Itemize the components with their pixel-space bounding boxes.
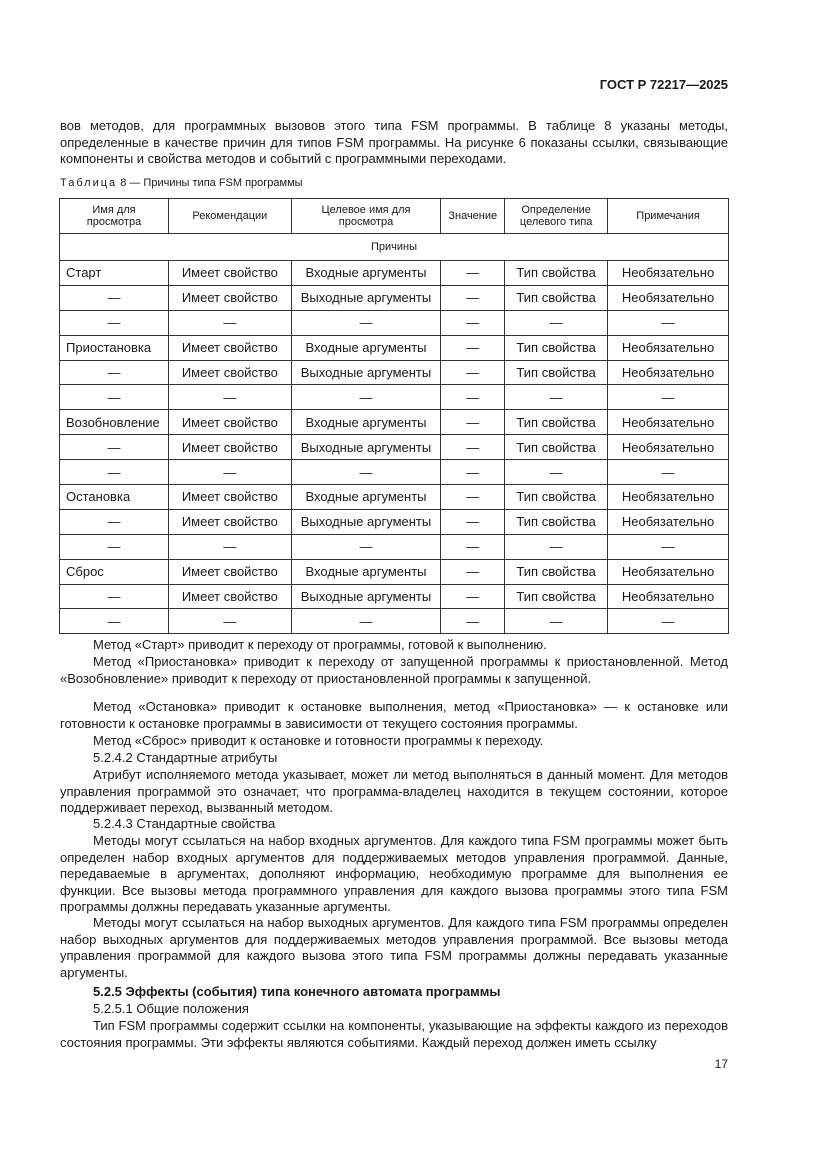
table-cell: Возобновление <box>60 410 169 435</box>
table-cell: Необязательно <box>608 261 729 286</box>
table-cell: Тип свойства <box>505 335 608 360</box>
table-caption-prefix: Таблица <box>60 177 118 189</box>
table-cell: Входные аргументы <box>291 410 441 435</box>
table-cell: — <box>505 534 608 559</box>
table-row <box>60 310 729 335</box>
page-number: 17 <box>714 1057 728 1071</box>
col-header-display-name: Имя для просмотра <box>60 199 169 234</box>
table-cell: Необязательно <box>608 410 729 435</box>
table-cell: — <box>60 460 169 485</box>
table-cell: — <box>441 310 505 335</box>
col-header-target-type: Определение целевого типа <box>505 199 608 234</box>
table-row <box>60 335 729 360</box>
table-cell: Тип свойства <box>505 509 608 534</box>
table-cell: Тип свойства <box>505 410 608 435</box>
table-row <box>60 584 729 609</box>
table-cell: — <box>441 460 505 485</box>
table-row <box>60 460 729 485</box>
table-cell: Необязательно <box>608 435 729 460</box>
table-cell: Необязательно <box>608 584 729 609</box>
table-cell: Выходные аргументы <box>291 360 441 385</box>
reasons-table <box>59 198 729 634</box>
table-cell: Тип свойства <box>505 435 608 460</box>
table-cell: Тип свойства <box>505 261 608 286</box>
table-row <box>60 534 729 559</box>
document-id: ГОСТ Р 72217—2025 <box>599 77 728 92</box>
table-cell: Тип свойства <box>505 485 608 510</box>
table-cell: Необязательно <box>608 335 729 360</box>
table-cell: — <box>60 584 169 609</box>
body-paragraph-4: Метод «Сброс» приводит к остановке и готовности программы к переходу. <box>93 733 544 748</box>
table-cell: Выходные аргументы <box>291 435 441 460</box>
table-cell: — <box>60 534 169 559</box>
table-cell: — <box>441 534 505 559</box>
table-cell: — <box>441 509 505 534</box>
table-cell: Выходные аргументы <box>291 509 441 534</box>
table-cell: Необязательно <box>608 485 729 510</box>
table-cell: — <box>60 310 169 335</box>
table-cell: — <box>291 385 441 410</box>
table-cell: — <box>441 335 505 360</box>
table-cell: — <box>60 360 169 385</box>
table-cell: — <box>60 509 169 534</box>
table-cell: — <box>168 310 291 335</box>
section-label: Причины <box>60 234 729 261</box>
table-row <box>60 285 729 310</box>
table-cell: — <box>608 310 729 335</box>
table-cell: — <box>291 534 441 559</box>
table-cell: Имеет свойство <box>168 261 291 286</box>
table-row <box>60 559 729 584</box>
table-row <box>60 435 729 460</box>
table-cell: — <box>608 609 729 634</box>
table-cell: Имеет свойство <box>168 335 291 360</box>
table-cell: Тип свойства <box>505 584 608 609</box>
table-cell: — <box>441 584 505 609</box>
table-row <box>60 609 729 634</box>
table-cell: — <box>60 609 169 634</box>
table-header-row <box>60 199 729 234</box>
table-cell: Входные аргументы <box>291 261 441 286</box>
table-cell: Сброс <box>60 559 169 584</box>
section-heading-5-2-5: 5.2.5 Эффекты (события) типа конечного автомата программы <box>93 984 501 999</box>
table-cell: Выходные аргументы <box>291 285 441 310</box>
table-cell: Необязательно <box>608 509 729 534</box>
table-cell: Имеет свойство <box>168 435 291 460</box>
table-cell: Приостановка <box>60 335 169 360</box>
table-cell: Имеет свойство <box>168 410 291 435</box>
body-paragraph-8: Тип FSM программы содержит ссылки на компоненты, указывающие на эффекты каждого из переходов состояния программы. Эти эффекты являются событиями. Каждый переход должен иметь ссылку <box>60 1018 728 1050</box>
col-header-recommendations: Рекомендации <box>168 199 291 234</box>
col-header-value: Значение <box>441 199 505 234</box>
table-row <box>60 410 729 435</box>
table-cell: — <box>441 385 505 410</box>
col-header-target-name: Целевое имя для просмотра <box>291 199 441 234</box>
body-paragraph-2: Метод «Приостановка» приводит к переходу от запущенной программы к приостановленной. Метод «Возобновление» приводит к переходу от приостановленной программы к запущенной. <box>60 654 728 686</box>
table-caption <box>60 177 303 189</box>
table-cell: Имеет свойство <box>168 485 291 510</box>
table-row <box>60 385 729 410</box>
table-cell: — <box>441 360 505 385</box>
intro-paragraph: вов методов, для программных вызовов этого типа FSM программы. В таблице 8 указаны методы, определенные в качестве причин для типов FSM программы. На рисунке 6 показаны ссылки, связывающие компоненты и свойства методов и событий с программными переходами. <box>60 118 728 166</box>
table-cell: — <box>441 435 505 460</box>
col-header-notes: Примечания <box>608 199 729 234</box>
table-cell: — <box>168 534 291 559</box>
table-cell: Необязательно <box>608 360 729 385</box>
table-cell: — <box>168 609 291 634</box>
table-cell: — <box>608 385 729 410</box>
table-body <box>60 234 729 634</box>
table-cell: — <box>441 485 505 510</box>
table-cell: — <box>505 609 608 634</box>
table-cell: — <box>441 559 505 584</box>
table-cell: Имеет свойство <box>168 584 291 609</box>
table-caption-text: 8 — Причины типа FSM программы <box>117 177 303 189</box>
table-cell: — <box>291 310 441 335</box>
table-cell: Имеет свойство <box>168 360 291 385</box>
table-cell: — <box>60 385 169 410</box>
table-cell: Входные аргументы <box>291 335 441 360</box>
table-cell: — <box>60 285 169 310</box>
body-paragraph-5: Атрибут исполняемого метода указывает, может ли метод выполняться в данный момент. Для методов управления программой это означает, что программа-владелец находится в текущем состоянии, которое поддерживает переход, вызванный методом. <box>60 767 728 815</box>
body-paragraph-3: Метод «Остановка» приводит к остановке выполнения, метод «Приостановка» — к остановке или готовности к остановке программы в зависимости от текущего состояния программы. <box>60 699 728 731</box>
table-section-row <box>60 234 729 261</box>
table-cell: — <box>441 261 505 286</box>
table-cell: — <box>168 385 291 410</box>
body-paragraph-7: Методы могут ссылаться на набор выходных аргументов. Для каждого типа FSM программы определен набор выходных аргументов для поддерживаемых методов управления программой. Все вызовы метода управления программой для каждого вызова этого типа FSM программы должны передавать указанные аргументы. <box>60 915 728 980</box>
table-cell: Имеет свойство <box>168 559 291 584</box>
table-cell: Необязательно <box>608 285 729 310</box>
table-cell: — <box>291 460 441 485</box>
table-row <box>60 509 729 534</box>
table-cell: Имеет свойство <box>168 285 291 310</box>
body-paragraph-1: Метод «Старт» приводит к переходу от программы, готовой к выполнению. <box>93 637 547 652</box>
table-cell: — <box>505 385 608 410</box>
section-heading-5-2-4-3: 5.2.4.3 Стандартные свойства <box>93 816 276 831</box>
table-cell: — <box>441 609 505 634</box>
table-row <box>60 261 729 286</box>
table-cell: — <box>608 460 729 485</box>
table-cell: — <box>291 609 441 634</box>
table-cell: — <box>505 460 608 485</box>
table-cell: Остановка <box>60 485 169 510</box>
table-cell: — <box>608 534 729 559</box>
body-paragraph-6: Методы могут ссылаться на набор входных аргументов. Для каждого типа FSM программы может быть определен набор входных аргументов для поддерживаемых методов управления программой. Данные, передаваемые в аргументах, дополняют информацию, необходимую программе для выполнения ее функции. Все вызовы метода программного управления для каждого вызова программы этого типа FSM программы должны передавать указанные аргументы. <box>60 833 728 914</box>
table-cell: — <box>60 435 169 460</box>
section-heading-5-2-4-2: 5.2.4.2 Стандартные атрибуты <box>93 750 278 765</box>
table-cell: Выходные аргументы <box>291 584 441 609</box>
table-cell: — <box>168 460 291 485</box>
table-cell: Тип свойства <box>505 559 608 584</box>
table-cell: Тип свойства <box>505 360 608 385</box>
table-cell: — <box>441 410 505 435</box>
table-row <box>60 360 729 385</box>
table-cell: Необязательно <box>608 559 729 584</box>
table-cell: Старт <box>60 261 169 286</box>
table-cell: — <box>505 310 608 335</box>
table-row <box>60 485 729 510</box>
table-cell: — <box>441 285 505 310</box>
table-cell: Входные аргументы <box>291 559 441 584</box>
table-cell: Входные аргументы <box>291 485 441 510</box>
table-cell: Имеет свойство <box>168 509 291 534</box>
table-cell: Тип свойства <box>505 285 608 310</box>
section-heading-5-2-5-1: 5.2.5.1 Общие положения <box>93 1001 249 1016</box>
